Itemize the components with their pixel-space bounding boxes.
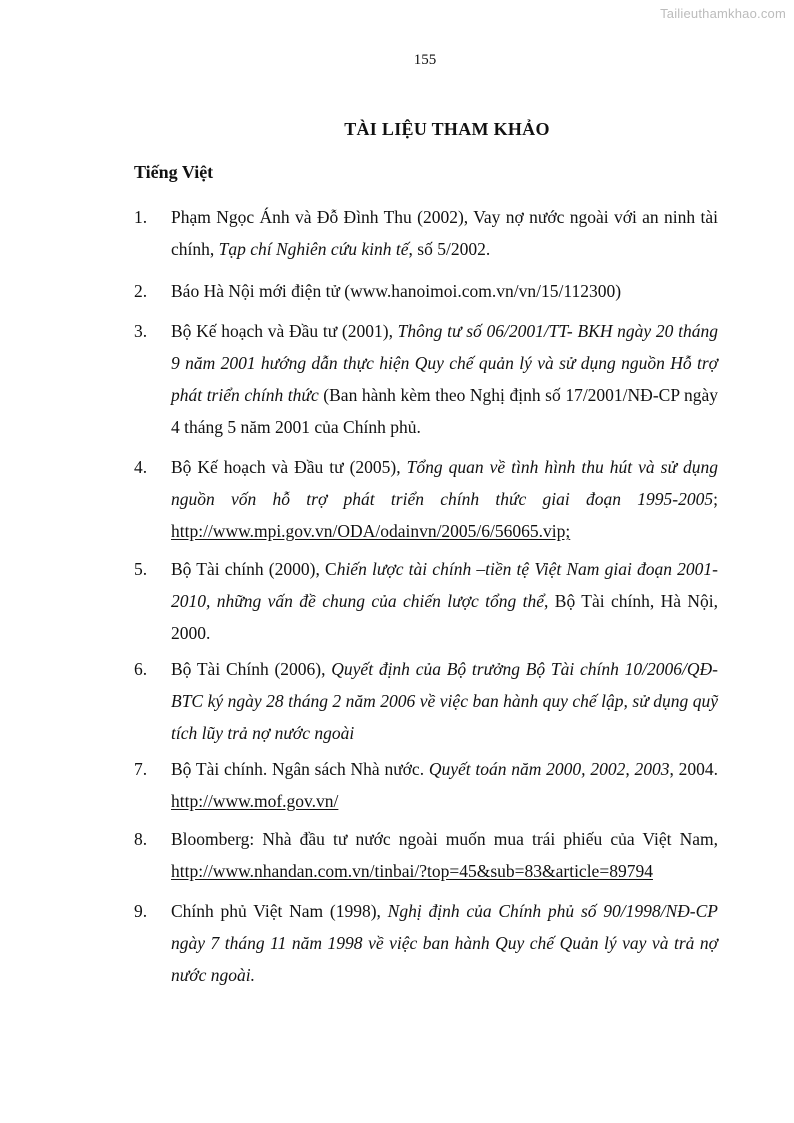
reference-item xyxy=(134,275,718,307)
reference-number: 3. xyxy=(134,321,148,341)
reference-text-segment: Báo Hà Nội mới điện tử (www.hanoimoi.com.vn/vn/15/112300) xyxy=(171,281,622,301)
watermark: Tailieuthamkhao.com xyxy=(660,6,786,21)
reference-text-segment: ; xyxy=(713,489,718,509)
reference-number: 4. xyxy=(134,457,148,477)
reference-text xyxy=(171,315,718,443)
reference-text-segment: , 2004. xyxy=(669,759,718,779)
reference-text xyxy=(171,553,718,649)
reference-item xyxy=(134,653,718,749)
reference-text xyxy=(171,895,718,991)
reference-text xyxy=(171,451,718,547)
reference-text-segment: Bộ Tài chính. Ngân sách Nhà nước. xyxy=(171,759,429,779)
reference-italic-title: hiến lược tài chính –tiền tệ Việt Nam giai đoạn 2001-2010, những vấn đề chung của chiến lược tổng thể xyxy=(171,559,718,611)
reference-number: 2. xyxy=(134,281,148,301)
reference-text xyxy=(171,753,718,817)
reference-text-segment: , số 5/2002. xyxy=(408,239,491,259)
reference-number: 6. xyxy=(134,659,148,679)
reference-number: 8. xyxy=(134,829,148,849)
reference-text xyxy=(171,275,718,307)
reference-number: 1. xyxy=(134,207,148,227)
reference-item xyxy=(134,451,718,547)
reference-item xyxy=(134,753,718,817)
reference-text xyxy=(171,653,718,749)
reference-italic-title: Tạp chí Nghiên cứu kinh tế xyxy=(218,239,409,259)
reference-item xyxy=(134,895,718,991)
reference-text-segment: , Bộ Tài chính, Hà Nội, 2000. xyxy=(171,591,718,643)
reference-item xyxy=(134,315,718,443)
reference-item xyxy=(134,823,718,887)
reference-text-segment: Bloomberg: Nhà đầu tư nước ngoài muốn mua trái phiếu của Việt Nam, xyxy=(171,829,718,849)
reference-italic-title: Tổng quan về tình hình thu hút và sử dụng nguồn vốn hỗ trợ phát triển chính thức giai đoạn 1995-2005 xyxy=(171,457,718,509)
reference-number: 9. xyxy=(134,901,148,921)
reference-italic-title: Quyết định của Bộ trưởng Bộ Tài chính 10/2006/QĐ-BTC ký ngày 28 tháng 2 năm 2006 về việc ban hành quy chế lập, sử dụng quỹ tích lũy trả nợ nước ngoài xyxy=(171,659,718,743)
reference-text-segment: Bộ Kế hoạch và Đầu tư (2001), xyxy=(171,321,398,341)
page-number: 155 xyxy=(413,52,437,68)
reference-link[interactable]: http://www.mpi.gov.vn/ODA/odainvn/2005/6/56065.vip; xyxy=(171,521,571,541)
reference-link[interactable]: http://www.mof.gov.vn/ xyxy=(171,791,339,811)
reference-italic-title: Nghị định của Chính phủ số 90/1998/NĐ-CP ngày 7 tháng 11 năm 1998 về việc ban hành Quy chế Quản lý vay và trả nợ nước ngoài. xyxy=(171,901,718,985)
reference-text-segment: Chính phủ Việt Nam (1998), xyxy=(171,901,388,921)
reference-text-segment: Bộ Tài Chính (2006), xyxy=(171,659,332,679)
reference-item xyxy=(134,553,718,649)
reference-text-segment: Phạm Ngọc Ánh và Đỗ Đình Thu (2002), Vay nợ nước ngoài với an ninh tài chính, xyxy=(171,207,718,259)
reference-italic-title: Thông tư số 06/2001/TT- BKH ngày 20 tháng 9 năm 2001 hướng dẫn thực hiện Quy chế quản lý và sử dụng nguồn Hỗ trợ phát triển chính thức xyxy=(171,321,718,405)
page-title: TÀI LIỆU THAM KHẢO xyxy=(344,119,550,139)
reference-text-segment: (Ban hành kèm theo Nghị định số 17/2001/NĐ-CP ngày 4 tháng 5 năm 2001 của Chính phủ. xyxy=(171,385,718,437)
reference-text-segment: Bộ Kế hoạch và Đầu tư (2005), xyxy=(171,457,407,477)
reference-text xyxy=(171,201,718,265)
reference-number: 5. xyxy=(134,559,148,579)
reference-italic-title: Quyết toán năm 2000, 2002, 2003 xyxy=(428,759,670,779)
reference-item xyxy=(134,201,718,265)
reference-text-segment: Bộ Tài chính (2000), C xyxy=(171,559,337,579)
reference-number: 7. xyxy=(134,759,148,779)
reference-link[interactable]: http://www.nhandan.com.vn/tinbai/?top=45&sub=83&article=89794 xyxy=(171,861,653,881)
section-heading: Tiếng Việt xyxy=(134,162,214,182)
reference-text xyxy=(171,823,718,887)
